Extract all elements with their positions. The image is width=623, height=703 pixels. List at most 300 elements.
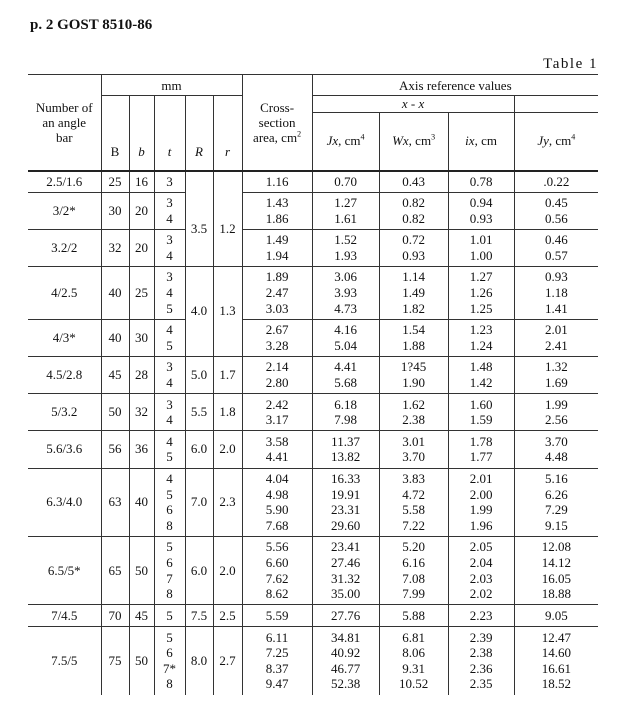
- cell-ix-value: 2.36: [469, 660, 493, 676]
- cell-jy: [514, 626, 598, 694]
- table-body: [28, 171, 598, 695]
- header-x-x: x - x: [312, 96, 514, 113]
- cell-ix: [448, 626, 514, 694]
- table-row: [28, 229, 598, 266]
- cell-cross-section-area-value: 1.16: [265, 173, 289, 189]
- cell-R: 5.5: [185, 394, 213, 431]
- cell-t-value: 4: [166, 322, 173, 338]
- cell-angle-bar-number: 2.5/1.6: [28, 171, 101, 193]
- cell-jx-value: 35.00: [330, 586, 361, 602]
- cell-cross-section-area-value: 7.68: [265, 517, 289, 533]
- cell-jx-value: 16.33: [330, 471, 361, 487]
- cell-jy-value: 5.16: [544, 471, 568, 487]
- cell-t-value: 4: [166, 210, 173, 226]
- cell-jy: [514, 319, 598, 356]
- cell-ix-value: 1.99: [469, 502, 493, 518]
- cell-angle-bar-number: 4/2.5: [28, 266, 101, 319]
- cell-wx-value: 5.88: [402, 607, 425, 623]
- cell-t-value: 6: [166, 645, 173, 661]
- cell-t-value: 7*: [163, 660, 176, 676]
- cell-ix-value: 1.00: [469, 247, 493, 263]
- cell-b: 28: [129, 356, 154, 393]
- cell-cross-section-area-value: 8.37: [265, 660, 289, 676]
- cell-jy: [514, 171, 598, 193]
- gost-angle-table: [28, 74, 598, 695]
- cell-ix-value: 1.26: [469, 285, 493, 301]
- cell-t: [154, 192, 185, 229]
- cell-jy-value: 1.99: [544, 396, 568, 412]
- cell-r: 1.3: [213, 266, 242, 356]
- cell-jx-value: 4.73: [334, 300, 357, 316]
- cell-wx-value: 3.83: [402, 471, 425, 487]
- cell-wx-value: 6.81: [402, 629, 425, 645]
- cell-wx: [379, 356, 448, 393]
- cell-ix-value: 0.94: [469, 195, 493, 211]
- cell-b: 50: [129, 536, 154, 604]
- cell-ix-value: 2.39: [469, 629, 493, 645]
- cell-B: 45: [101, 356, 129, 393]
- cell-wx-value: 7.99: [402, 586, 425, 602]
- cell-cross-section-area-value: 4.04: [265, 471, 289, 487]
- cell-R: 7.0: [185, 468, 213, 536]
- cell-ix-value: 2.03: [469, 570, 493, 586]
- cell-t-value: 8: [166, 676, 173, 692]
- cell-jx-value: 34.81: [330, 629, 361, 645]
- cell-jy-value: 9.05: [544, 607, 568, 623]
- cell-t-value: 5: [166, 607, 173, 623]
- cell-jy-value: 1.41: [544, 300, 568, 316]
- cell-jy-value: 0.57: [544, 247, 568, 263]
- cell-b: 16: [129, 171, 154, 193]
- cell-cross-section-area-value: 5.59: [265, 607, 289, 623]
- cell-jx-value: 4.41: [334, 359, 357, 375]
- cell-t-value: 5: [166, 629, 173, 645]
- cell-cross-section-area-value: 9.47: [265, 676, 289, 692]
- cell-t-value: 6: [166, 555, 173, 570]
- cell-R: 6.0: [185, 536, 213, 604]
- cell-wx-value: 10.52: [398, 676, 429, 692]
- cell-jx: [312, 626, 379, 694]
- cell-ix: [448, 229, 514, 266]
- header-cross-line3: area, cm: [253, 129, 298, 145]
- cell-angle-bar-number: 3/2*: [28, 192, 101, 229]
- cell-wx-value: 0.82: [402, 195, 425, 211]
- cell-jx: [312, 468, 379, 536]
- header-wx: Wx, $cm^3$: [379, 113, 448, 171]
- header-number-line1: Number of: [35, 99, 93, 115]
- cell-wx-value: 0.93: [402, 247, 425, 263]
- cell-cross-section-area-value: 5.90: [265, 502, 289, 518]
- cell-wx-value: 8.06: [402, 645, 425, 661]
- cell-t-value: 8: [166, 517, 173, 533]
- cell-cross-section-area: [242, 229, 312, 266]
- cell-R: 8.0: [185, 626, 213, 694]
- cell-jy-value: 12.47: [541, 629, 571, 645]
- cell-cross-section-area-value: 7.25: [265, 645, 289, 661]
- cell-jx-value: 29.60: [330, 517, 361, 533]
- cell-t: [154, 394, 185, 431]
- cell-jy-value: 2.56: [544, 412, 568, 428]
- cell-jx-value: 3.93: [334, 285, 357, 301]
- cell-t-value: 5: [166, 486, 173, 502]
- cell-wx-value: 1.54: [402, 322, 425, 338]
- cell-ix-value: 1.48: [469, 359, 493, 375]
- cell-ix-value: 2.05: [469, 539, 493, 555]
- cell-jx-value: 5.68: [334, 375, 357, 391]
- header-ix: ix, cm: [448, 113, 514, 171]
- cell-wx: [379, 171, 448, 193]
- cell-R: 6.0: [185, 431, 213, 468]
- cell-jy-value: 3.70: [544, 433, 568, 449]
- cell-wx: [379, 229, 448, 266]
- cell-wx-value: 1.88: [402, 337, 425, 353]
- cell-wx-value: 1.82: [402, 300, 425, 316]
- cell-cross-section-area-value: 6.60: [265, 555, 289, 570]
- cell-r: 2.5: [213, 605, 242, 627]
- header-cross-line1: Cross-: [260, 99, 295, 115]
- cell-r: 1.8: [213, 394, 242, 431]
- cell-b: 20: [129, 192, 154, 229]
- cell-ix: [448, 536, 514, 604]
- cell-jx-value: 13.82: [330, 449, 361, 465]
- cell-b: 20: [129, 229, 154, 266]
- cell-jy: [514, 266, 598, 319]
- cell-b: 50: [129, 626, 154, 694]
- cell-R: 7.5: [185, 605, 213, 627]
- cell-jx: [312, 431, 379, 468]
- cell-ix-value: 1.59: [469, 412, 493, 428]
- cell-jx-value: 46.77: [330, 660, 361, 676]
- table-row: [28, 192, 598, 229]
- cell-jy-value: 18.52: [541, 676, 571, 692]
- cell-ix: [448, 319, 514, 356]
- cell-wx-value: 3.01: [402, 433, 425, 449]
- cell-ix-value: 2.23: [469, 607, 493, 623]
- cell-angle-bar-number: 4.5/2.8: [28, 356, 101, 393]
- cell-jx-value: 5.04: [334, 337, 357, 353]
- cell-t: [154, 536, 185, 604]
- cell-wx-value: 1?45: [400, 359, 427, 375]
- cell-wx-value: 0.82: [402, 210, 425, 226]
- cell-cross-section-area-value: 2.47: [265, 285, 289, 301]
- cell-jx: [312, 356, 379, 393]
- cell-jy: [514, 229, 598, 266]
- cell-jy: [514, 536, 598, 604]
- cell-t: [154, 266, 185, 319]
- cell-jx-value: 1.52: [334, 232, 357, 248]
- cell-ix-value: 1.96: [469, 517, 493, 533]
- cell-jx-value: 23.31: [330, 502, 361, 518]
- cell-t-value: 5: [166, 300, 173, 316]
- header-r: r: [213, 96, 242, 171]
- cell-t: [154, 431, 185, 468]
- cell-jx: [312, 605, 379, 627]
- header-number-line2: an angle: [42, 114, 87, 130]
- cell-b: 32: [129, 394, 154, 431]
- cell-ix: [448, 192, 514, 229]
- cell-jx-value: 40.92: [330, 645, 361, 661]
- cell-cross-section-area-value: 1.49: [265, 232, 289, 248]
- cell-jy-value: 0.45: [544, 195, 568, 211]
- cell-jy-value: 9.15: [544, 517, 568, 533]
- cell-t-value: 3: [166, 195, 173, 211]
- cell-B: 70: [101, 605, 129, 627]
- cell-cross-section-area-value: 4.41: [265, 449, 289, 465]
- cell-angle-bar-number: 7.5/5: [28, 626, 101, 694]
- cell-cross-section-area: [242, 192, 312, 229]
- cell-cross-section-area-value: 1.86: [265, 210, 289, 226]
- cell-cross-section-area-value: 1.89: [265, 269, 289, 285]
- cell-jx-value: 0.70: [334, 173, 357, 189]
- cell-wx-value: 7.22: [402, 517, 425, 533]
- cell-cross-section-area-value: 2.14: [265, 359, 289, 375]
- cell-B: 32: [101, 229, 129, 266]
- cell-cross-section-area-value: 2.67: [265, 322, 289, 338]
- cell-wx-value: 1.62: [402, 396, 425, 412]
- cell-jx-value: 27.76: [330, 607, 361, 623]
- cell-R: 3.5: [185, 192, 213, 266]
- header-cross-sup: 2: [297, 129, 302, 139]
- cell-r: 1.2: [213, 192, 242, 266]
- header-cross-line2: section: [258, 114, 296, 130]
- cell-jx-value: 4.16: [334, 322, 357, 338]
- cell-jy-value: 2.41: [544, 337, 568, 353]
- cell-t-value: 8: [166, 586, 173, 602]
- cell-jx: [312, 266, 379, 319]
- cell-ix-value: 1.27: [469, 269, 493, 285]
- cell-cross-section-area-value: 3.58: [265, 433, 289, 449]
- cell-t-value: 5: [166, 337, 173, 353]
- cell-wx-value: 2.38: [402, 412, 425, 428]
- cell-t-value: 5: [166, 449, 173, 465]
- cell-jy-value: 2.01: [544, 322, 568, 338]
- cell-jy-value: 16.05: [541, 570, 571, 586]
- cell-jy-value: 14.60: [541, 645, 571, 661]
- cell-ix: [448, 171, 514, 193]
- cell-ix-value: 1.78: [469, 433, 493, 449]
- cell-wx: [379, 605, 448, 627]
- cell-t-value: 4: [166, 285, 173, 301]
- cell-jy-value: 1.69: [544, 375, 568, 391]
- cell-t-value: 3: [166, 232, 173, 248]
- cell-cross-section-area-value: 7.62: [265, 570, 289, 586]
- cell-t: [154, 229, 185, 266]
- cell-t: [154, 319, 185, 356]
- cell-angle-bar-number: 3.2/2: [28, 229, 101, 266]
- cell-wx-value: 0.72: [402, 232, 425, 248]
- cell-jx-value: 3.06: [334, 269, 357, 285]
- cell-b: 25: [129, 266, 154, 319]
- cell-B: 50: [101, 394, 129, 431]
- cell-R-empty: [185, 171, 213, 193]
- cell-jx-value: 19.91: [330, 486, 361, 502]
- cell-wx: [379, 266, 448, 319]
- cell-ix-value: 0.78: [469, 173, 493, 189]
- header-y-y: [514, 96, 598, 113]
- cell-angle-bar-number: 5/3.2: [28, 394, 101, 431]
- cell-jx: [312, 171, 379, 193]
- cell-r: 2.0: [213, 431, 242, 468]
- cell-cross-section-area: [242, 171, 312, 193]
- cell-jy: [514, 431, 598, 468]
- cell-angle-bar-number: 6.5/5*: [28, 536, 101, 604]
- cell-jy-value: 7.29: [544, 502, 568, 518]
- cell-ix-value: 2.00: [469, 486, 493, 502]
- cell-cross-section-area: [242, 605, 312, 627]
- cell-wx-value: 0.43: [402, 173, 425, 189]
- cell-t: [154, 468, 185, 536]
- cell-t-value: 3: [166, 269, 173, 285]
- table-row: [28, 356, 598, 393]
- cell-angle-bar-number: 4/3*: [28, 319, 101, 356]
- cell-b: 40: [129, 468, 154, 536]
- cell-ix: [448, 266, 514, 319]
- cell-ix: [448, 394, 514, 431]
- cell-ix-value: 2.04: [469, 555, 493, 570]
- cell-B: 65: [101, 536, 129, 604]
- header-jy: Jy, $cm^4$: [537, 132, 576, 149]
- cell-ix-value: 2.01: [469, 471, 493, 487]
- cell-t-value: 4: [166, 375, 173, 391]
- cell-jx: [312, 319, 379, 356]
- cell-wx-value: 5.58: [402, 502, 425, 518]
- header-axis-reference-values: Axis reference values: [312, 75, 598, 96]
- cell-wx: [379, 319, 448, 356]
- header-cross-section: [242, 75, 312, 171]
- cell-cross-section-area-value: 4.98: [265, 486, 289, 502]
- cell-ix-value: 1.23: [469, 322, 493, 338]
- cell-jy: [514, 605, 598, 627]
- cell-wx-value: 9.31: [402, 660, 425, 676]
- cell-r-empty: [213, 171, 242, 193]
- cell-t-value: 3: [166, 396, 173, 412]
- cell-t-value: 4: [166, 247, 173, 263]
- cell-cross-section-area-value: 3.03: [265, 300, 289, 316]
- cell-ix-value: 2.38: [469, 645, 493, 661]
- cell-cross-section-area-value: 2.80: [265, 375, 289, 391]
- cell-t: [154, 356, 185, 393]
- table-row: [28, 468, 598, 536]
- cell-wx-value: 5.20: [402, 539, 425, 555]
- cell-jy-value: 1.32: [544, 359, 568, 375]
- cell-jy: [514, 394, 598, 431]
- cell-cross-section-area-value: 6.11: [265, 629, 289, 645]
- cell-cross-section-area-value: 1.43: [265, 195, 289, 211]
- cell-wx-value: 6.16: [402, 555, 425, 570]
- cell-B: 56: [101, 431, 129, 468]
- cell-r: 2.3: [213, 468, 242, 536]
- cell-ix: [448, 468, 514, 536]
- cell-ix-value: 0.93: [469, 210, 493, 226]
- cell-cross-section-area-value: 3.17: [265, 412, 289, 428]
- cell-wx: [379, 431, 448, 468]
- cell-ix-value: 1.01: [469, 232, 493, 248]
- cell-B: 40: [101, 266, 129, 319]
- header-number-of-angle-bar: [28, 75, 101, 171]
- cell-ix-value: 1.60: [469, 396, 493, 412]
- cell-jx-value: 1.27: [334, 195, 357, 211]
- cell-cross-section-area: [242, 356, 312, 393]
- cell-r: 2.7: [213, 626, 242, 694]
- cell-t: [154, 626, 185, 694]
- cell-jy: [514, 356, 598, 393]
- cell-jy-value: 14.12: [541, 555, 571, 570]
- cell-B: 40: [101, 319, 129, 356]
- cell-t: [154, 605, 185, 627]
- table-row: [28, 319, 598, 356]
- cell-cross-section-area: [242, 536, 312, 604]
- header-b: b: [129, 96, 154, 171]
- cell-cross-section-area-value: 8.62: [265, 586, 289, 602]
- cell-cross-section-area: [242, 319, 312, 356]
- cell-wx: [379, 394, 448, 431]
- cell-ix-value: 2.02: [469, 586, 493, 602]
- cell-jx-value: 6.18: [334, 396, 357, 412]
- header-t: t: [154, 96, 185, 171]
- cell-jy-value: 4.48: [544, 449, 568, 465]
- cell-ix: [448, 356, 514, 393]
- cell-wx-value: 1.49: [402, 285, 425, 301]
- cell-jy-value: .0.22: [543, 173, 570, 189]
- cell-ix-value: 1.25: [469, 300, 493, 316]
- cell-b: 36: [129, 431, 154, 468]
- cell-cross-section-area: [242, 626, 312, 694]
- cell-B: 25: [101, 171, 129, 193]
- cell-jy-value: 0.56: [544, 210, 568, 226]
- cell-wx: [379, 192, 448, 229]
- table-row: [28, 626, 598, 694]
- cell-jx-value: 27.46: [330, 555, 361, 570]
- cell-wx-value: 4.72: [402, 486, 425, 502]
- cell-jy: [514, 468, 598, 536]
- cell-jy: [514, 192, 598, 229]
- header-jx: Jx, $cm^4$: [312, 113, 379, 171]
- cell-jy-value: 6.26: [544, 486, 568, 502]
- cell-t-value: 4: [166, 412, 173, 428]
- cell-wx-value: 1.90: [402, 375, 425, 391]
- cell-cross-section-area: [242, 266, 312, 319]
- cell-ix-value: 1.77: [469, 449, 493, 465]
- cell-b: 30: [129, 319, 154, 356]
- cell-wx: [379, 536, 448, 604]
- header-mm: mm: [101, 75, 242, 96]
- cell-wx: [379, 626, 448, 694]
- cell-t: [154, 171, 185, 193]
- cell-b: 45: [129, 605, 154, 627]
- cell-t-value: 3: [166, 359, 173, 375]
- cell-jx: [312, 536, 379, 604]
- cell-jy-value: 1.18: [544, 285, 568, 301]
- cell-wx-value: 7.08: [402, 570, 425, 586]
- cell-R: 4.0: [185, 266, 213, 356]
- cell-jy-value: 0.46: [544, 232, 568, 248]
- cell-t-value: 3: [166, 173, 173, 189]
- table-row: [28, 394, 598, 431]
- cell-cross-section-area-value: 5.56: [265, 539, 289, 555]
- cell-ix: [448, 431, 514, 468]
- table-row: [28, 171, 598, 193]
- cell-jx-value: 11.37: [331, 433, 360, 449]
- cell-ix-value: 1.42: [469, 375, 493, 391]
- cell-t-value: 4: [166, 471, 173, 487]
- cell-cross-section-area: [242, 394, 312, 431]
- cell-ix-value: 1.24: [469, 337, 493, 353]
- cell-cross-section-area-value: 3.28: [265, 337, 289, 353]
- cell-angle-bar-number: 5.6/3.6: [28, 431, 101, 468]
- cell-cross-section-area: [242, 468, 312, 536]
- cell-jx-value: 52.38: [330, 676, 361, 692]
- cell-t-value: 4: [166, 433, 173, 449]
